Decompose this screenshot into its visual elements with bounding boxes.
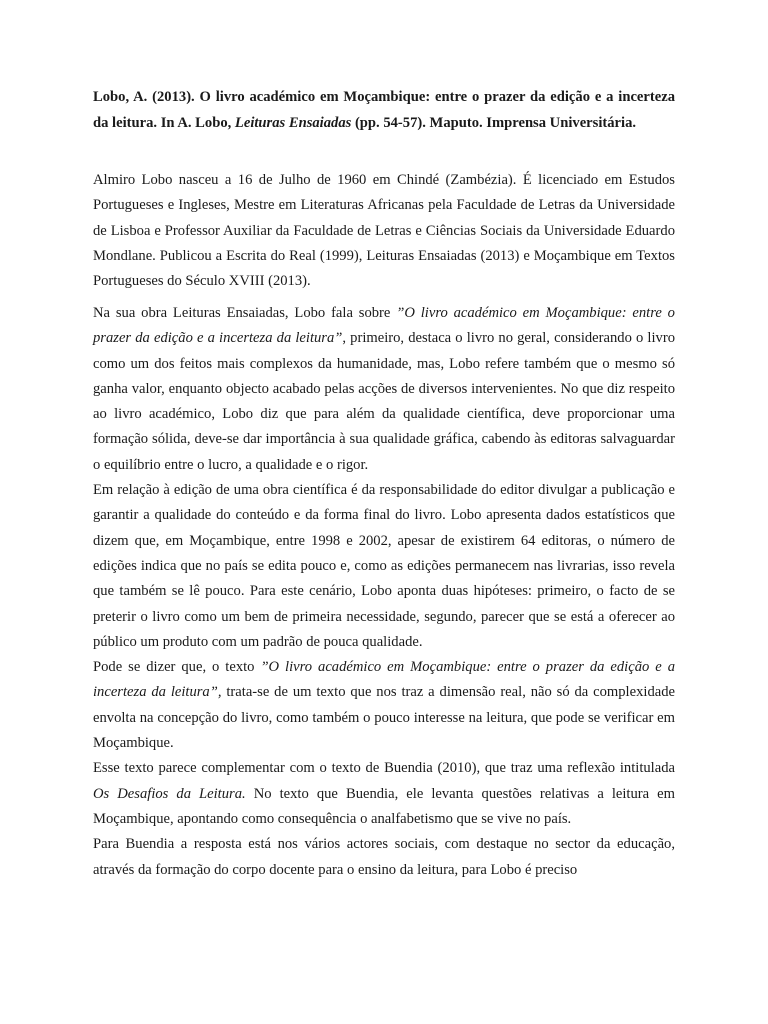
- p2-quoted-title: ”O livro académico em Moçambique: entre o prazer da edição e a incerteza da leitura”: [93, 304, 675, 347]
- paragraph-book-summary: [93, 301, 675, 478]
- reference-part-1: Lobo, A. (2013). O livro académico em Moçambique: entre o prazer da edição e a incerteza da leitura. In A. Lobo,: [93, 89, 675, 131]
- reference-part-2: (pp. 54-57). Maputo. Imprensa Universitária.: [351, 115, 637, 131]
- document-page: [93, 84, 675, 883]
- p4-text-b: trata-se de um texto que nos traz a dimensão real, não só da complexidade envolta na concepção do livro, como também o pouco interesse na leitura, que pode se verificar em Moçambique.: [93, 684, 675, 752]
- p4-quoted-title: ”O livro académico em Moçambique: entre o prazer da edição e a incerteza da leitura”,: [93, 659, 675, 701]
- paragraph-buendia-answer: Para Buendia a resposta está nos vários actores sociais, com destaque no sector da educação, através da formação do corpo docente para o ensino da leitura, para Lobo é preciso: [93, 836, 675, 878]
- paragraph-editor-responsibility: Em relação à edição de uma obra científica é da responsabilidade do editor divulgar a publicação e garantir a qualidade do conteúdo e da forma final do livro. Lobo apresenta dados estatísticos que dizem que, em Moçambique, entre 1998 e 2002, apesar de existirem 64 editoras, o número de edições indica que no país se edita pouco e, como as edições permanecem nas livrarias, isso revela que também se lê pouco. Para este cenário, Lobo aponta duas hipóteses: primeiro, o facto de se preterir o livro como um bem de primeira necessidade, segundo, parecer que se está a oferecer ao público um produto com um padrão de pouca qualidade.: [93, 482, 675, 650]
- p5-text-a: Esse texto parece complementar com o texto de Buendia (2010), que traz uma reflexão intitulada: [93, 760, 675, 777]
- paragraph-buendia-comparison: [93, 756, 675, 832]
- p5-text-b: No texto que Buendia, ele levanta questões relativas a leitura em Moçambique, apontando como consequência o analfabetismo que se vive no país.: [93, 785, 675, 827]
- p4-text-a: Pode se dizer que, o texto: [93, 659, 261, 676]
- p2-text-b: , primeiro, destaca o livro no geral, considerando o livro como um dos feitos mais complexos da humanidade, mas, Lobo refere também que o mesmo só ganha valor, enquanto objecto acabado pelas acções de diversos intervenientes. No que diz respeito ao livro académico, Lobo diz que para além da qualidade científica, deve proporcionar uma formação sólida, deve-se dar importância à sua qualidade gráfica, cabendo às editoras salvaguardar o equilíbrio entre o lucro, a qualidade e o rigor.: [93, 330, 675, 473]
- p5-work-title: Os Desafios da Leitura.: [93, 785, 246, 802]
- reference-book-title: Leituras Ensaiadas: [234, 115, 352, 131]
- paragraph-author-bio: Almiro Lobo nasceu a 16 de Julho de 1960 em Chindé (Zambézia). É licenciado em Estudos Portugueses e Ingleses, Mestre em Literaturas Africanas pela Faculdade de Letras da Universidade de Lisboa e Professor Auxiliar da Faculdade de Letras e Ciências Sociais da Universidade Eduardo Mondlane. Publicou a Escrita do Real (1999), Leituras Ensaiadas (2013) e Moçambique em Textos Portugueses do Século XVIII (2013).: [93, 172, 675, 290]
- bibliographic-reference: [93, 84, 675, 136]
- paragraph-text-assessment: [93, 655, 675, 756]
- p2-text-a: Na sua obra Leituras Ensaiadas, Lobo fala sobre: [93, 304, 397, 321]
